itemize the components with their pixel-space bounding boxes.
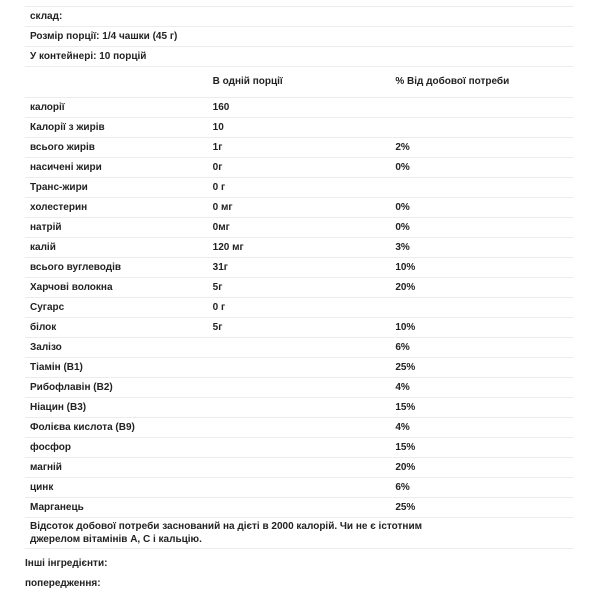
- table-row: [25, 438, 573, 458]
- nutrient-amount: [208, 438, 391, 458]
- nutrient-name: калорії: [25, 98, 208, 118]
- nutrient-name: холестерин: [25, 198, 208, 218]
- table-row: [25, 338, 573, 358]
- nutrient-daily-value: 6%: [390, 338, 573, 358]
- table-row: [25, 218, 573, 238]
- table-row: [25, 238, 573, 258]
- header-amount-column: В одній порції: [208, 67, 391, 98]
- nutrient-name: всього вуглеводів: [25, 258, 208, 278]
- nutrient-name: Тіамін (B1): [25, 358, 208, 378]
- composition-label: склад:: [25, 7, 573, 27]
- table-row: [25, 258, 573, 278]
- nutrient-daily-value: 0%: [390, 218, 573, 238]
- nutrient-name: фосфор: [25, 438, 208, 458]
- table-row: [25, 158, 573, 178]
- nutrient-amount: 0 мг: [208, 198, 391, 218]
- nutrient-name: Сугарс: [25, 298, 208, 318]
- table-row: [25, 198, 573, 218]
- table-row: [25, 418, 573, 438]
- nutrient-name: Рибофлавін (B2): [25, 378, 208, 398]
- table-row: [25, 378, 573, 398]
- nutrient-amount: 0 г: [208, 178, 391, 198]
- other-ingredients-label: Інші інгредієнти:: [25, 558, 108, 569]
- nutrient-name: білок: [25, 318, 208, 338]
- nutrition-facts-panel: [25, 6, 573, 549]
- table-row: [25, 358, 573, 378]
- nutrient-daily-value: 6%: [390, 478, 573, 498]
- nutrient-daily-value: [390, 178, 573, 198]
- table-row: [25, 398, 573, 418]
- servings-per-container: У контейнері: 10 порцій: [25, 47, 573, 67]
- table-row: [25, 498, 573, 518]
- nutrient-amount: [208, 458, 391, 478]
- nutrient-name: насичені жири: [25, 158, 208, 178]
- table-row: [25, 98, 573, 118]
- table-header-row: [25, 67, 573, 98]
- nutrient-amount: [208, 418, 391, 438]
- nutrient-name: всього жирів: [25, 138, 208, 158]
- nutrient-daily-value: 0%: [390, 198, 573, 218]
- nutrient-amount: 10: [208, 118, 391, 138]
- nutrient-name: Марганець: [25, 498, 208, 518]
- header-name-column: [25, 67, 208, 98]
- nutrient-amount: [208, 398, 391, 418]
- nutrient-amount: 0мг: [208, 218, 391, 238]
- nutrition-facts-table: [25, 6, 573, 549]
- nutrient-amount: 120 мг: [208, 238, 391, 258]
- nutrient-amount: 0 г: [208, 298, 391, 318]
- table-row: [25, 458, 573, 478]
- footnote-row: [25, 518, 573, 549]
- warnings-label: попередження:: [25, 578, 101, 589]
- nutrient-daily-value: [390, 118, 573, 138]
- nutrient-amount: 160: [208, 98, 391, 118]
- nutrient-amount: 0г: [208, 158, 391, 178]
- table-row: [25, 178, 573, 198]
- table-row: [25, 478, 573, 498]
- nutrient-name: калій: [25, 238, 208, 258]
- nutrient-amount: [208, 498, 391, 518]
- nutrient-daily-value: 2%: [390, 138, 573, 158]
- nutrient-name: цинк: [25, 478, 208, 498]
- nutrient-name: Калорії з жирів: [25, 118, 208, 138]
- nutrient-daily-value: [390, 98, 573, 118]
- nutrient-daily-value: [390, 298, 573, 318]
- nutrient-name: Транс-жири: [25, 178, 208, 198]
- nutrient-daily-value: 4%: [390, 378, 573, 398]
- nutrient-daily-value: 15%: [390, 438, 573, 458]
- nutrient-amount: 5г: [208, 318, 391, 338]
- nutrient-name: Харчові волокна: [25, 278, 208, 298]
- table-row: [25, 278, 573, 298]
- serving-size-row: [25, 27, 573, 47]
- table-row: [25, 298, 573, 318]
- nutrient-amount: 31г: [208, 258, 391, 278]
- serving-size: Розмір порції: 1/4 чашки (45 г): [25, 27, 573, 47]
- table-row: [25, 138, 573, 158]
- nutrient-amount: 1г: [208, 138, 391, 158]
- nutrient-name: Ніацин (B3): [25, 398, 208, 418]
- composition-row: [25, 7, 573, 27]
- nutrient-daily-value: 4%: [390, 418, 573, 438]
- nutrient-daily-value: 10%: [390, 258, 573, 278]
- nutrient-name: магній: [25, 458, 208, 478]
- header-daily-value-column: % Від добової потреби: [390, 67, 573, 98]
- nutrient-amount: [208, 358, 391, 378]
- nutrient-name: Залізо: [25, 338, 208, 358]
- nutrient-amount: [208, 338, 391, 358]
- nutrient-amount: 5г: [208, 278, 391, 298]
- nutrient-daily-value: 15%: [390, 398, 573, 418]
- nutrient-daily-value: 25%: [390, 358, 573, 378]
- nutrient-daily-value: 0%: [390, 158, 573, 178]
- nutrient-daily-value: 10%: [390, 318, 573, 338]
- daily-value-footnote: Відсоток добової потреби заснований на дієті в 2000 калорій. Чи не є істотним джерелом вітамінів А, С і кальцію.: [25, 518, 573, 549]
- servings-per-container-row: [25, 47, 573, 67]
- nutrient-daily-value: 3%: [390, 238, 573, 258]
- nutrient-amount: [208, 378, 391, 398]
- nutrient-daily-value: 20%: [390, 458, 573, 478]
- nutrient-daily-value: 20%: [390, 278, 573, 298]
- nutrient-daily-value: 25%: [390, 498, 573, 518]
- nutrient-name: натрій: [25, 218, 208, 238]
- table-row: [25, 318, 573, 338]
- nutrient-name: Фолієва кислота (B9): [25, 418, 208, 438]
- table-row: [25, 118, 573, 138]
- nutrient-amount: [208, 478, 391, 498]
